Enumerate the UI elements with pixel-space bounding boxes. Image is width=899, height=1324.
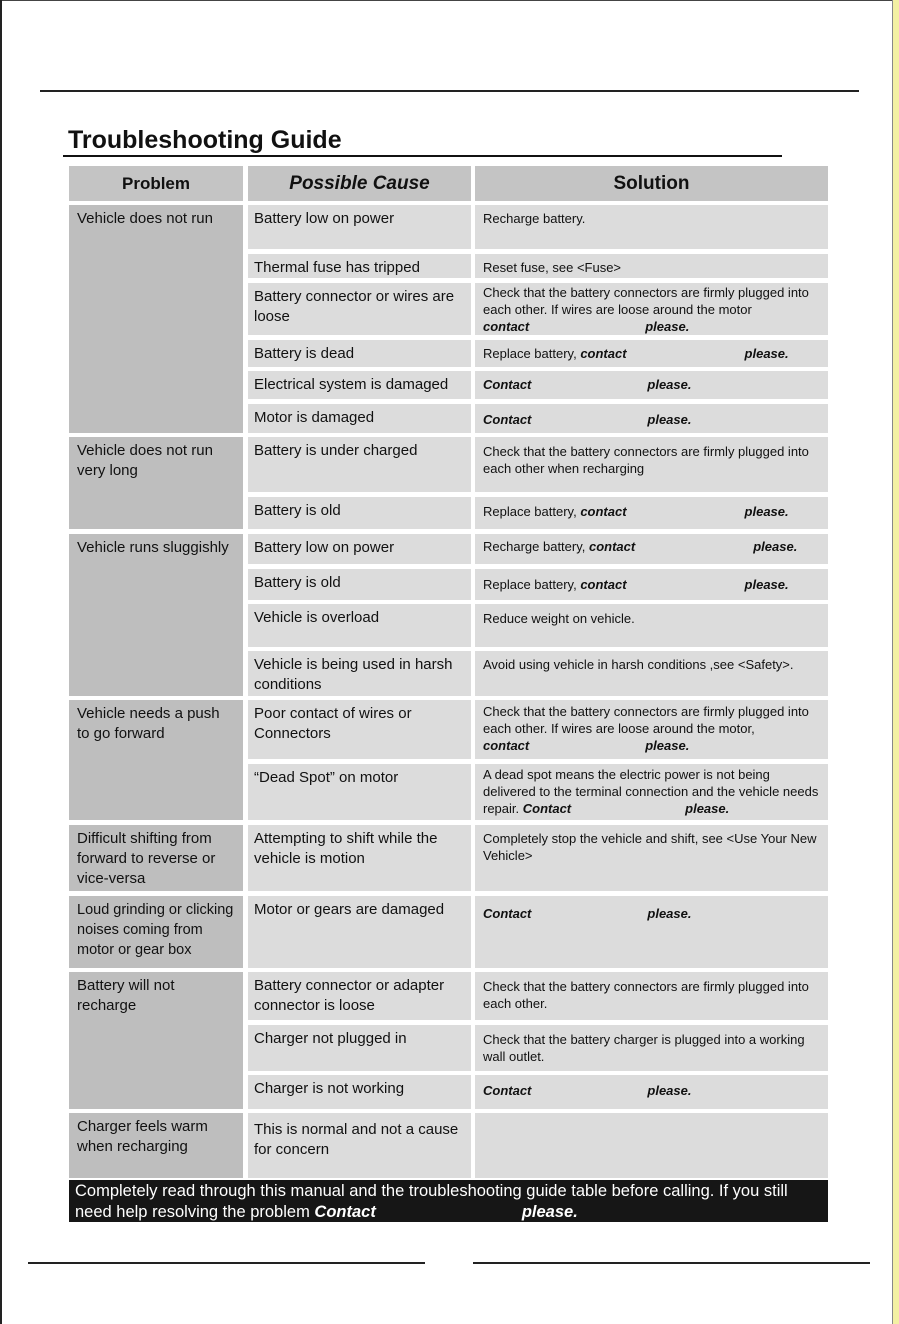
solution-cell bbox=[475, 371, 828, 399]
solution-cell bbox=[475, 497, 828, 529]
problem-cell: Charger feels warm when recharging bbox=[69, 1113, 243, 1178]
solution-text: Replace battery, bbox=[483, 346, 581, 361]
solution-cell bbox=[475, 764, 828, 820]
problem-cell: Vehicle does not run bbox=[69, 205, 243, 433]
title-underline bbox=[63, 155, 782, 157]
contact-word: Contact bbox=[483, 412, 532, 427]
solution-cell: Reduce weight on vehicle. bbox=[475, 604, 828, 647]
contact-word: contact bbox=[483, 738, 530, 753]
contact-word: contact bbox=[483, 319, 530, 334]
contact-word: contact bbox=[588, 539, 636, 554]
solution-cell: Avoid using vehicle in harsh conditions ,see <Safety>. bbox=[475, 651, 828, 696]
please-word: please. bbox=[647, 412, 692, 427]
please-word: please. bbox=[647, 1083, 692, 1098]
please-word: please. bbox=[744, 504, 789, 519]
footer-rule-right bbox=[473, 1262, 870, 1264]
cause-cell: Motor or gears are damaged bbox=[248, 896, 471, 968]
please-word: please. bbox=[645, 738, 690, 753]
solution-cell: Check that the battery connectors are firmly plugged into each other when recharging bbox=[475, 437, 828, 492]
solution-cell: Completely stop the vehicle and shift, see <Use Your New Vehicle> bbox=[475, 825, 828, 891]
please-word: please. bbox=[647, 906, 692, 921]
header-problem: Problem bbox=[69, 166, 243, 201]
solution-cell: Recharge battery. bbox=[475, 205, 828, 249]
cause-cell: Battery low on power bbox=[248, 205, 471, 249]
cause-cell: Electrical system is damaged bbox=[248, 371, 471, 399]
solution-cell: Check that the battery connectors are firmly plugged into each other. bbox=[475, 972, 828, 1020]
contact-word: Contact bbox=[483, 377, 532, 392]
problem-cell: Battery will not recharge bbox=[69, 972, 243, 1109]
page-left-border bbox=[0, 0, 2, 1324]
solution-text: Check that the battery connectors are firmly plugged into each other. If wires are loose around the motor, bbox=[483, 704, 809, 736]
footer-note-text: Completely read through this manual and the troubleshooting guide table before calling. If you still need help resolving the problem bbox=[75, 1182, 788, 1221]
solution-cell bbox=[475, 700, 828, 759]
solution-cell bbox=[475, 1075, 828, 1109]
page-title: Troubleshooting Guide bbox=[68, 126, 342, 154]
cause-cell: Battery connector or wires are loose bbox=[248, 283, 471, 335]
please-word: please. bbox=[753, 539, 798, 554]
problem-cell: Difficult shifting from forward to reverse or vice-versa bbox=[69, 825, 243, 891]
solution-text: Check that the battery connectors are firmly plugged into each other. If wires are loose around the motor bbox=[483, 285, 809, 317]
cause-cell: Battery is old bbox=[248, 569, 471, 600]
contact-word: contact bbox=[580, 504, 627, 519]
contact-word: contact bbox=[580, 577, 627, 592]
contact-word: Contact bbox=[314, 1203, 376, 1221]
cause-cell: Poor contact of wires or Connectors bbox=[248, 700, 471, 759]
solution-cell bbox=[475, 1113, 828, 1178]
solution-text: Replace battery, bbox=[483, 577, 581, 592]
cause-cell: Battery is under charged bbox=[248, 437, 471, 492]
cause-cell: Thermal fuse has tripped bbox=[248, 254, 471, 278]
problem-cell: Vehicle does not run very long bbox=[69, 437, 243, 529]
please-word: please. bbox=[744, 346, 789, 361]
solution-text: Recharge battery, bbox=[483, 539, 589, 554]
cause-cell: “Dead Spot” on motor bbox=[248, 764, 471, 820]
solution-cell: Check that the battery charger is plugged into a working wall outlet. bbox=[475, 1025, 828, 1071]
page-edge-strip bbox=[893, 0, 899, 1324]
please-word: please. bbox=[647, 377, 692, 392]
solution-cell bbox=[475, 283, 828, 335]
solution-cell bbox=[475, 340, 828, 367]
cause-cell: Vehicle is overload bbox=[248, 604, 471, 647]
solution-cell bbox=[475, 534, 828, 564]
cause-cell: Motor is damaged bbox=[248, 404, 471, 433]
cause-cell: Battery is old bbox=[248, 497, 471, 529]
cause-cell: Attempting to shift while the vehicle is motion bbox=[248, 825, 471, 891]
footer-rule-left bbox=[28, 1262, 425, 1264]
contact-word: Contact bbox=[483, 1083, 532, 1098]
solution-cell bbox=[475, 896, 828, 968]
cause-cell: Battery connector or adapter connector is loose bbox=[248, 972, 471, 1020]
header-rule bbox=[40, 90, 859, 92]
contact-word: Contact bbox=[483, 906, 532, 921]
page-top-border bbox=[0, 0, 892, 1]
contact-word: Contact bbox=[522, 801, 572, 816]
contact-word: contact bbox=[580, 346, 627, 361]
problem-cell: Loud grinding or clicking noises coming from motor or gear box bbox=[69, 896, 243, 968]
problem-cell: Vehicle needs a push to go forward bbox=[69, 700, 243, 820]
solution-text: Replace battery, bbox=[483, 504, 581, 519]
solution-cell bbox=[475, 404, 828, 433]
please-word: please. bbox=[645, 319, 690, 334]
cause-cell: Battery low on power bbox=[248, 534, 471, 564]
solution-text: A dead spot means the electric power is not being delivered to the terminal connection and the vehicle needs repair. bbox=[483, 767, 819, 816]
cause-cell: Battery is dead bbox=[248, 340, 471, 367]
solution-cell bbox=[475, 569, 828, 600]
header-solution: Solution bbox=[475, 166, 828, 201]
cause-cell: Charger is not working bbox=[248, 1075, 471, 1109]
header-possible-cause: Possible Cause bbox=[248, 166, 471, 201]
cause-cell: Charger not plugged in bbox=[248, 1025, 471, 1071]
problem-cell: Vehicle runs sluggishly bbox=[69, 534, 243, 696]
please-word: please. bbox=[685, 801, 730, 816]
please-word: please. bbox=[744, 577, 789, 592]
please-word: please. bbox=[521, 1203, 578, 1221]
cause-cell: Vehicle is being used in harsh conditions bbox=[248, 651, 471, 696]
solution-cell: Reset fuse, see <Fuse> bbox=[475, 254, 828, 278]
cause-cell: This is normal and not a cause for concern bbox=[248, 1113, 471, 1178]
footer-note bbox=[69, 1180, 828, 1222]
